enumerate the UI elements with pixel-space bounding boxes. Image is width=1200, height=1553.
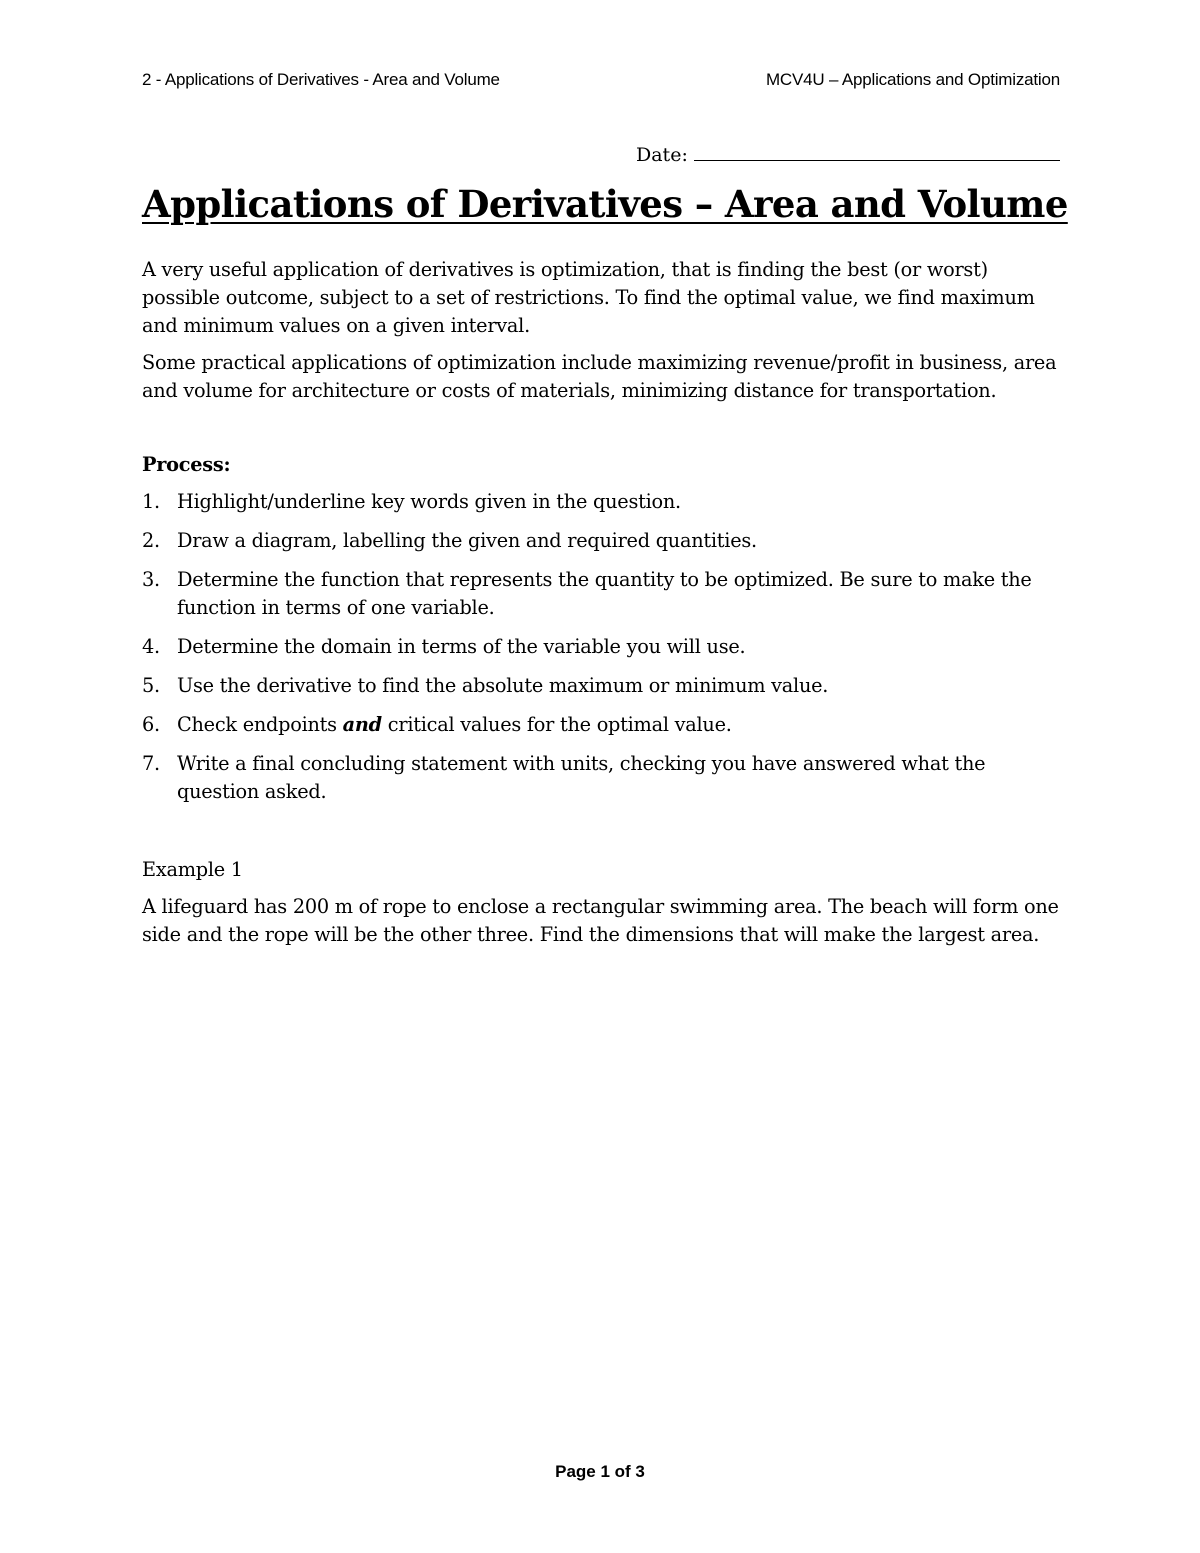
list-item bbox=[142, 527, 1060, 555]
step-emphasis: and bbox=[342, 713, 382, 736]
list-item bbox=[142, 566, 1060, 622]
step-text: Highlight/underline key words given in the question. bbox=[177, 490, 681, 513]
document-body bbox=[142, 256, 1060, 958]
step-number: 2. bbox=[142, 529, 160, 552]
step-text: Determine the function that represents the quantity to be optimized. Be sure to make the function in terms of one variable. bbox=[177, 568, 1032, 619]
header-left-text: 2 - Applications of Derivatives - Area and Volume bbox=[142, 70, 500, 89]
page-header bbox=[142, 70, 1060, 90]
date-blank-line bbox=[694, 146, 1060, 161]
date-label: Date: bbox=[636, 144, 688, 166]
list-item bbox=[142, 750, 1060, 806]
example-heading: Example 1 bbox=[142, 858, 243, 881]
process-heading: Process: bbox=[142, 453, 231, 476]
page-title: Applications of Derivatives – Area and Volume bbox=[142, 182, 1068, 226]
step-number: 1. bbox=[142, 490, 160, 513]
list-item bbox=[142, 711, 1060, 739]
page-number: Page 1 of 3 bbox=[555, 1462, 645, 1481]
step-text: Determine the domain in terms of the variable you will use. bbox=[177, 635, 746, 658]
step-number: 4. bbox=[142, 635, 160, 658]
intro-paragraph-1: A very useful application of derivatives is optimization, that is finding the best (or worst) possible outcome, subject to a set of restrictions. To find the optimal value, we find maximum and minimum values on a given interval. bbox=[142, 258, 1035, 337]
header-right-text: MCV4U – Applications and Optimization bbox=[765, 70, 1060, 89]
step-text: Write a final concluding statement with units, checking you have answered what the question asked. bbox=[177, 752, 986, 803]
step-number: 5. bbox=[142, 674, 160, 697]
step-number: 3. bbox=[142, 568, 160, 591]
step-number: 6. bbox=[142, 713, 160, 736]
list-item bbox=[142, 633, 1060, 661]
list-item bbox=[142, 488, 1060, 516]
step-text-after: critical values for the optimal value. bbox=[381, 713, 732, 736]
example-text: A lifeguard has 200 m of rope to enclose a rectangular swimming area. The beach will form one side and the rope will be the other three. Find the dimensions that will make the largest area. bbox=[142, 895, 1059, 946]
step-number: 7. bbox=[142, 752, 160, 775]
step-text bbox=[177, 711, 1060, 739]
list-item bbox=[142, 672, 1060, 700]
intro-paragraph-2: Some practical applications of optimization include maximizing revenue/profit in business, area and volume for architecture or costs of materials, minimizing distance for transportation. bbox=[142, 351, 1057, 402]
process-steps-list bbox=[142, 488, 1060, 806]
step-text: Draw a diagram, labelling the given and required quantities. bbox=[177, 529, 757, 552]
date-field bbox=[636, 144, 1060, 166]
step-text: Use the derivative to find the absolute maximum or minimum value. bbox=[177, 674, 829, 697]
step-text-before: Check endpoints bbox=[177, 713, 343, 736]
